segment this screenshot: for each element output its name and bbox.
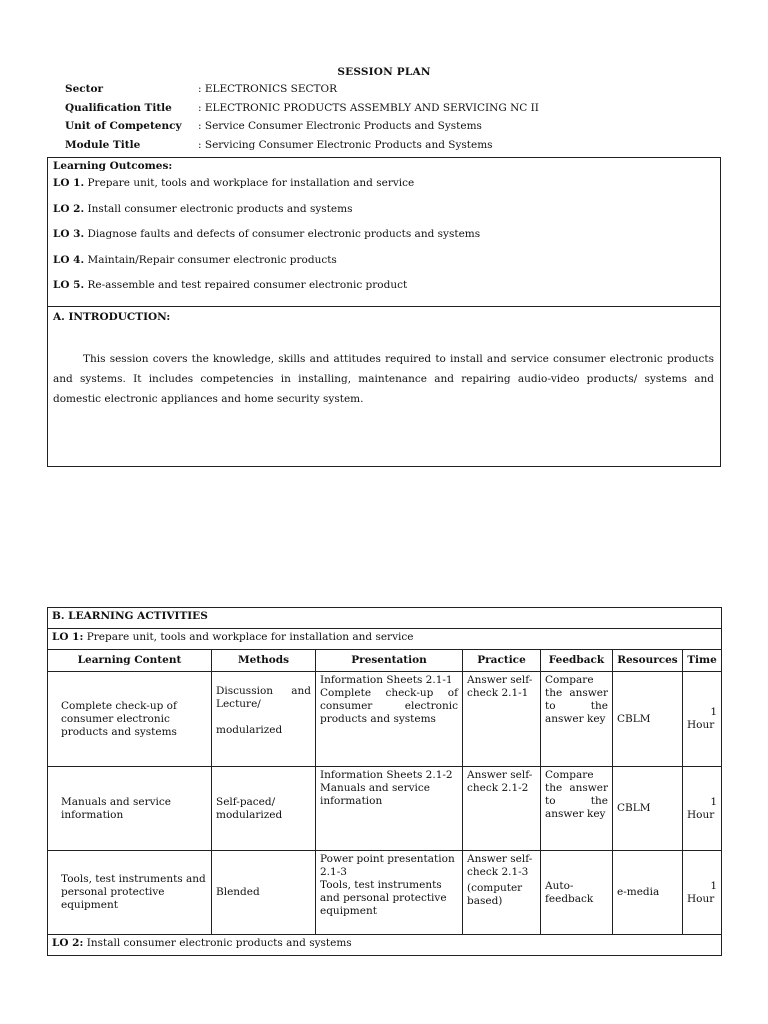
practice-cell: Answer self-check 2.1-2	[463, 767, 541, 851]
meta-key: Sector	[65, 83, 104, 95]
lo-text: Install consumer electronic products and systems	[84, 202, 353, 215]
methods-line: Discussion and Lecture/	[216, 685, 311, 710]
methods-line: modularized	[216, 724, 283, 736]
lo-code: LO 4.	[53, 253, 85, 266]
table-row	[48, 767, 722, 851]
time-value: 1	[710, 879, 718, 892]
introduction-text: This session covers the knowledge, skills and attitudes required to install and service consumer electronic products and systems. It includes competencies in installing, maintenance and repairing audio-video products/ systems and domestic electronic appliances and home security system.	[53, 353, 714, 405]
presentation-cell	[316, 767, 463, 851]
resources-cell: CBLM	[613, 672, 683, 767]
lo-text: Re-assemble and test repaired consumer electronic product	[84, 279, 408, 291]
presentation-line: Information Sheets 2.1-1	[320, 674, 453, 686]
learning-outcomes-box	[47, 157, 721, 307]
practice-cell: Answer self-check 2.1-1	[463, 672, 541, 767]
methods-cell	[212, 672, 316, 767]
presentation-cell	[316, 672, 463, 767]
meta-sector	[65, 83, 539, 102]
practice-cell	[463, 851, 541, 935]
presentation-line: Power point presentation 2.1-3	[320, 853, 455, 878]
lo-text: Diagnose faults and defects of consumer electronic products and systems	[84, 228, 481, 240]
lo-text: Prepare unit, tools and workplace for installation and service	[84, 177, 415, 189]
page-title: SESSION PLAN	[337, 66, 431, 78]
time-cell	[683, 672, 722, 767]
presentation-line: Information Sheets 2.1-2	[320, 769, 453, 781]
lo2-row	[48, 935, 722, 956]
time-unit: Hour	[687, 719, 715, 731]
lo-text: Install consumer electronic products and systems	[83, 937, 352, 949]
methods-cell	[212, 767, 316, 851]
meta-qualification	[65, 102, 539, 121]
meta-key: Module Title	[65, 138, 141, 151]
time-unit: Hour	[687, 808, 715, 821]
presentation-line: Manuals and service information	[320, 782, 430, 807]
lo-code: LO 2:	[52, 937, 84, 949]
meta-value: : ELECTRONICS SECTOR	[198, 83, 338, 95]
learning-outcome-item	[53, 202, 715, 228]
presentation-cell	[316, 851, 463, 935]
meta-unit	[65, 120, 539, 139]
resources-cell: CBLM	[613, 767, 683, 851]
learning-outcome-item	[53, 227, 715, 253]
session-meta	[65, 83, 539, 157]
learning-content-cell: Tools, test instruments and personal protective equipment	[48, 851, 212, 935]
presentation-line: Complete check-up of consumer electronic products and systems	[320, 687, 458, 725]
time-value: 1	[710, 706, 718, 718]
column-header-learning-content: Learning Content	[48, 650, 212, 672]
methods-cell	[212, 851, 316, 935]
lo-text: Maintain/Repair consumer electronic products	[84, 253, 337, 266]
lo1-row	[48, 629, 722, 650]
column-header-practice: Practice	[463, 650, 541, 672]
meta-key: Unit of Competency	[65, 120, 182, 132]
methods-line: Blended	[216, 886, 260, 898]
column-header-methods: Methods	[212, 650, 316, 672]
learning-activities-heading: B. LEARNING ACTIVITIES	[48, 608, 722, 629]
column-header-presentation: Presentation	[316, 650, 463, 672]
feedback-cell: Auto-feedback	[541, 851, 613, 935]
methods-line: modularized	[216, 808, 283, 821]
learning-outcome-item	[53, 176, 715, 202]
resources-cell: e-media	[613, 851, 683, 935]
feedback-cell: Compare the answer to the answer key	[541, 767, 613, 851]
learning-outcome-item	[53, 278, 715, 304]
methods-line: Self-paced/	[216, 795, 276, 808]
meta-value: : Service Consumer Electronic Products and Systems	[198, 120, 482, 132]
learning-content-cell: Complete check-up of consumer electronic products and systems	[48, 672, 212, 767]
meta-value: : Servicing Consumer Electronic Products and Systems	[198, 138, 493, 151]
lo-code: LO 1.	[53, 177, 85, 189]
presentation-line: Tools, test instruments and personal protective equipment	[320, 879, 447, 917]
introduction-heading: A. INTRODUCTION:	[53, 311, 171, 323]
learning-activities-table	[47, 607, 722, 956]
time-cell	[683, 767, 722, 851]
feedback-cell: Compare the answer to the answer key	[541, 672, 613, 767]
meta-value: : ELECTRONIC PRODUCTS ASSEMBLY AND SERVICING NC II	[198, 101, 539, 114]
column-header-resources: Resources	[613, 650, 683, 672]
time-value: 1	[710, 795, 718, 808]
time-unit: Hour	[687, 892, 715, 905]
column-header-feedback: Feedback	[541, 650, 613, 672]
lo-text: Prepare unit, tools and workplace for installation and service	[83, 631, 414, 643]
meta-key: Qualification Title	[65, 101, 172, 114]
lo-code: LO 1:	[52, 631, 84, 643]
table-row	[48, 851, 722, 935]
introduction-box	[47, 306, 721, 467]
meta-module	[65, 139, 539, 158]
lo-code: LO 5.	[53, 279, 85, 291]
lo-code: LO 2.	[53, 202, 85, 215]
column-header-time: Time	[683, 650, 722, 672]
practice-line: (computer based)	[467, 882, 523, 907]
time-cell	[683, 851, 722, 935]
learning-outcomes-heading: Learning Outcomes:	[53, 160, 173, 172]
learning-content-cell: Manuals and service information	[48, 767, 212, 851]
learning-outcome-item	[53, 253, 715, 279]
practice-line: Answer self-check 2.1-3	[467, 853, 533, 878]
lo-code: LO 3.	[53, 228, 85, 240]
table-row	[48, 672, 722, 767]
